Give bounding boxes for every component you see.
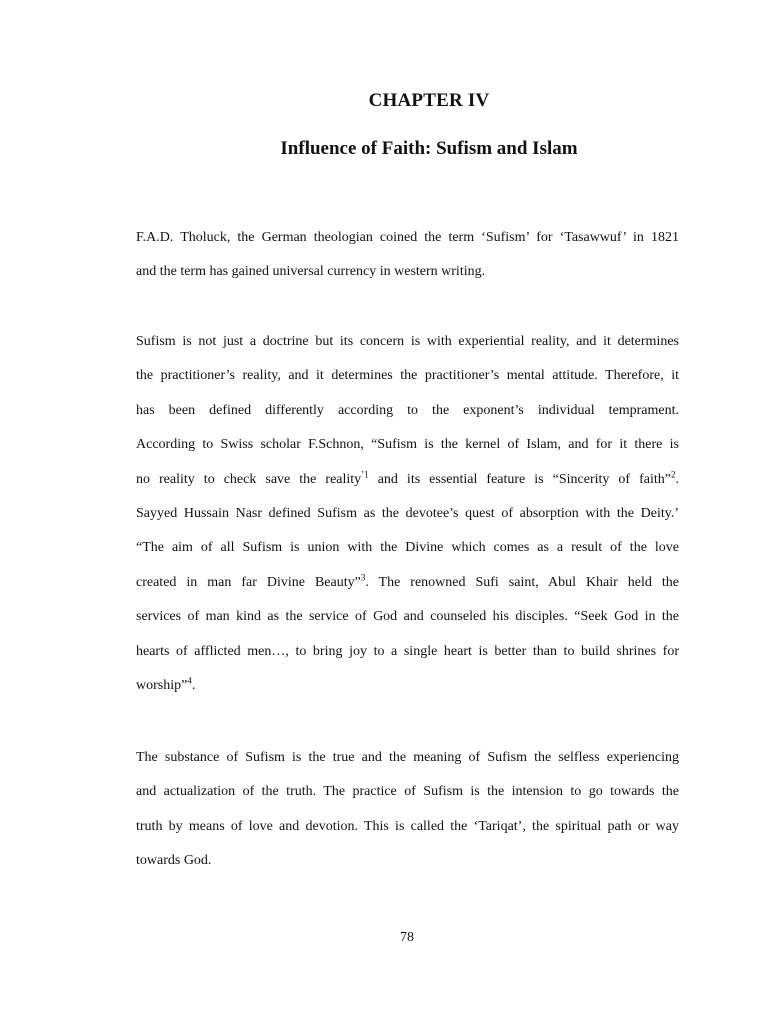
text-run: no reality to check save the reality — [136, 471, 362, 487]
text-run: . — [675, 471, 679, 487]
chapter-title: Influence of Faith: Sufism and Islam — [280, 138, 578, 159]
paragraph-line: has been defined differently according to the exponent’s individual temprament. — [136, 402, 679, 418]
paragraph-line: Sufism is not just a doctrine but its concern is with experiential reality, and it determines — [136, 334, 679, 349]
footnote-ref-4: 4 — [187, 675, 192, 686]
paragraph-line: According to Swiss scholar F.Schnon, “Sufism is the kernel of Islam, and for it there is — [136, 437, 679, 453]
paragraph-line — [136, 566, 679, 600]
paragraph-line — [136, 463, 679, 497]
page-number: 78 — [400, 930, 414, 945]
paragraph-line: services of man kind as the service of God and counseled his disciples. “Seek God in the — [136, 609, 679, 625]
paragraph-line: the practitioner’s reality, and it determines the practitioner’s mental attitude. Therefore, it — [136, 368, 679, 384]
paragraph-line: hearts of afflicted men…, to bring joy to a single heart is better than to build shrines for — [136, 643, 679, 659]
text-run: and its essential feature is “Sincerity of faith” — [368, 471, 671, 487]
paragraph-1 — [136, 221, 679, 290]
paragraph-line: and the term has gained universal currency in western writing. — [136, 264, 486, 280]
paragraph-line: Sayyed Hussain Nasr defined Sufism as the devotee’s quest of absorption with the Deity.’ — [136, 505, 679, 521]
footnote-ref-1: ’1 — [361, 468, 369, 479]
paragraph-2 — [136, 325, 679, 703]
text-run: . — [191, 677, 196, 693]
text-run: . The renowned Sufi saint, Abul Khair held the — [365, 574, 679, 590]
paragraph-line — [136, 669, 679, 703]
paragraph-line: truth by means of love and devotion. This is called the ‘Tariqat’, the spiritual path or way — [136, 818, 679, 834]
footnote-ref-3: 3 — [360, 572, 366, 583]
text-run: created in man far Divine Beauty” — [136, 574, 361, 590]
paragraph-3 — [136, 741, 679, 879]
footnote-ref-2: 2 — [671, 468, 676, 479]
paragraph-line: towards God. — [136, 853, 212, 869]
paragraph-line: The substance of Sufism is the true and the meaning of Sufism the selfless experiencing — [136, 750, 679, 765]
paragraph-line: F.A.D. Tholuck, the German theologian coined the term ‘Sufism’ for ‘Tasawwuf’ in 1821 — [136, 230, 679, 245]
paragraph-line: and actualization of the truth. The practice of Sufism is the intension to go towards the — [136, 784, 679, 800]
text-run: worship” — [136, 677, 188, 693]
chapter-heading: CHAPTER IV — [368, 90, 490, 111]
paragraph-line: “The aim of all Sufism is union with the Divine which comes as a result of the love — [136, 540, 679, 556]
